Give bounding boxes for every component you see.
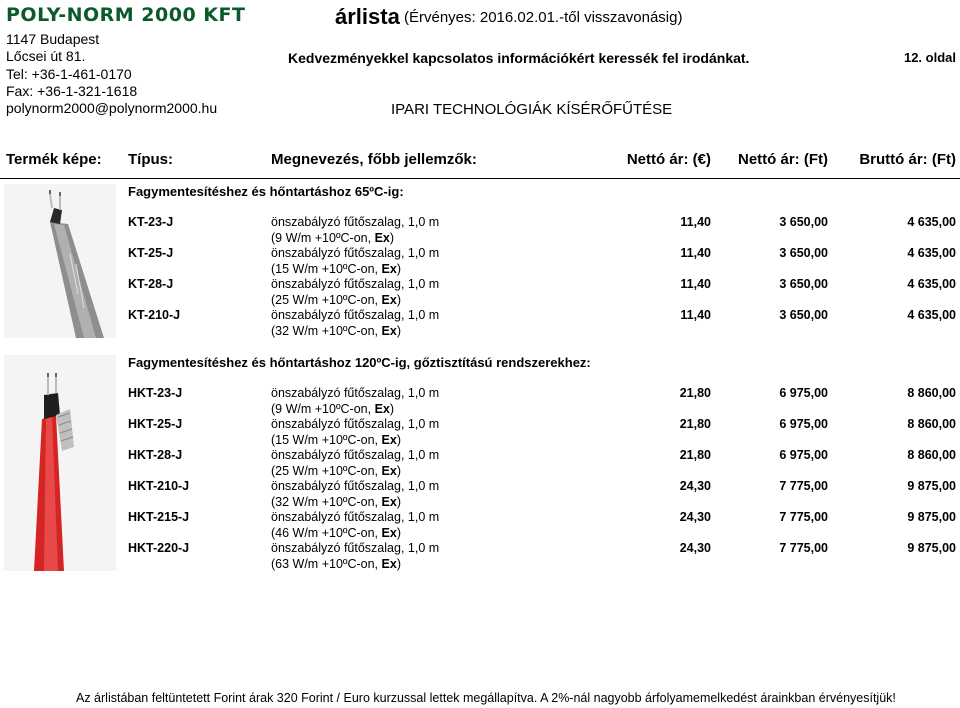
spec-close: ): [389, 230, 395, 245]
spec-line: [271, 231, 439, 247]
price-net-ft: 7 775,00: [779, 541, 828, 555]
description-line: önszabályzó fűtőszalag, 1,0 m: [271, 308, 440, 322]
description-line: önszabályzó fűtőszalag, 1,0 m: [271, 246, 440, 260]
product-description: [271, 541, 439, 572]
spec-text: (15 W/m +10ºC-on,: [271, 432, 382, 447]
price-net-ft: 6 975,00: [779, 417, 828, 431]
spec-close: ): [396, 463, 401, 478]
description-line: önszabályzó fűtőszalag, 1,0 m: [271, 417, 440, 431]
product-type: KT-210-J: [128, 308, 181, 322]
spec-text: (46 W/m +10ºC-on,: [271, 525, 382, 540]
price-net-eur: 11,40: [680, 277, 711, 291]
price-gross-ft: 9 875,00: [907, 541, 956, 555]
address-line: 1147 Budapest: [6, 31, 100, 47]
column-header-name: Megnevezés, főbb jellemzők:: [271, 151, 477, 168]
price-gross-ft: 9 875,00: [907, 510, 956, 524]
product-description: [271, 479, 439, 510]
price-net-eur: 11,40: [680, 215, 711, 229]
product-description: [271, 448, 439, 479]
column-header-net-eur: Nettó ár: (€): [626, 151, 711, 168]
ex-rating: Ex: [381, 525, 397, 540]
price-net-ft: 7 775,00: [779, 510, 828, 524]
email-link[interactable]: polynorm2000@polynorm2000.hu: [6, 100, 218, 116]
description-line: önszabályzó fűtőszalag, 1,0 m: [271, 448, 440, 462]
price-net-ft: 3 650,00: [779, 308, 828, 322]
product-description: [271, 308, 439, 339]
spec-text: (32 W/m +10ºC-on,: [271, 494, 382, 509]
price-gross-ft: 8 860,00: [907, 448, 956, 462]
spec-line: [271, 526, 439, 542]
ex-rating: Ex: [381, 432, 397, 447]
product-type: HKT-28-J: [128, 448, 183, 462]
spec-close: ): [396, 323, 401, 338]
header-divider: [0, 178, 960, 179]
spec-text: (32 W/m +10ºC-on,: [271, 323, 382, 338]
spec-line: [271, 433, 439, 449]
product-description: [271, 417, 439, 448]
ex-rating: Ex: [374, 401, 390, 416]
section-title: Fagymentesítéshez és hőntartáshoz 120ºC-ig, gőztisztítású rendszerekhez:: [128, 355, 591, 370]
page-number: 12. oldal: [903, 50, 956, 65]
spec-text: (9 W/m +10ºC-on,: [271, 230, 375, 245]
product-type: HKT-23-J: [128, 386, 183, 400]
price-gross-ft: 4 635,00: [907, 308, 956, 322]
spec-line: [271, 495, 439, 511]
spec-line: [271, 293, 439, 309]
grey-heating-cable-image: [4, 184, 116, 338]
price-net-ft: 7 775,00: [779, 479, 828, 493]
price-net-eur: 21,80: [679, 448, 711, 462]
section-title: Fagymentesítéshez és hőntartáshoz 65ºC-ig:: [128, 184, 404, 199]
price-net-ft: 3 650,00: [779, 246, 828, 260]
price-gross-ft: 4 635,00: [907, 246, 956, 260]
product-description: [271, 215, 439, 246]
spec-text: (15 W/m +10ºC-on,: [271, 261, 382, 276]
spec-text: (63 W/m +10ºC-on,: [271, 556, 382, 571]
ex-rating: Ex: [381, 292, 397, 307]
product-type: HKT-220-J: [128, 541, 190, 555]
spec-text: (25 W/m +10ºC-on,: [271, 292, 382, 307]
spec-text: (25 W/m +10ºC-on,: [271, 463, 382, 478]
price-gross-ft: 4 635,00: [907, 277, 956, 291]
spec-line: [271, 262, 439, 278]
product-description: [271, 277, 439, 308]
spec-line: [271, 324, 439, 340]
price-net-ft: 6 975,00: [779, 448, 828, 462]
price-net-eur: 24,30: [679, 541, 711, 555]
price-net-eur: 21,80: [679, 417, 711, 431]
product-description: [271, 510, 439, 541]
price-net-eur: 24,30: [679, 479, 711, 493]
document-title: árlista: [335, 4, 400, 29]
spec-line: [271, 464, 439, 480]
product-description: [271, 246, 439, 277]
address-line: Lőcsei út 81.: [6, 48, 86, 64]
price-net-eur: 24,30: [679, 510, 711, 524]
spec-close: ): [389, 401, 395, 416]
spec-line: [271, 402, 439, 418]
validity-note: (Érvényes: 2016.02.01.-től visszavonásig): [404, 9, 683, 26]
fax-line: Fax: +36-1-321-1618: [6, 83, 138, 99]
ex-rating: Ex: [381, 494, 397, 509]
ex-rating: Ex: [374, 230, 390, 245]
description-line: önszabályzó fűtőszalag, 1,0 m: [271, 510, 440, 524]
spec-close: ): [396, 432, 401, 447]
spec-close: ): [396, 525, 401, 540]
price-gross-ft: 4 635,00: [907, 215, 956, 229]
product-type: HKT-210-J: [128, 479, 190, 493]
spec-close: ): [396, 292, 401, 307]
spec-line: [271, 557, 439, 573]
phone-line: Tel: +36-1-461-0170: [6, 66, 132, 82]
spec-close: ): [396, 556, 401, 571]
price-net-eur: 11,40: [680, 308, 711, 322]
product-type: HKT-25-J: [128, 417, 183, 431]
price-net-ft: 6 975,00: [779, 386, 828, 400]
company-logo: POLY-NORM 2000 KFT: [6, 4, 246, 26]
price-net-ft: 3 650,00: [779, 215, 828, 229]
spec-close: ): [396, 261, 401, 276]
discount-info: Kedvezményekkel kapcsolatos információkért keressék fel irodánkat.: [288, 50, 750, 66]
exchange-rate-footer: Az árlistában feltüntetett Forint árak 320 Forint / Euro kurzussal lettek megállapítva. A 2%-nál nagyobb árfolyamemelkedést árainkban érvényesítjük!: [76, 691, 896, 705]
description-line: önszabályzó fűtőszalag, 1,0 m: [271, 215, 440, 229]
price-net-ft: 3 650,00: [779, 277, 828, 291]
ex-rating: Ex: [381, 323, 397, 338]
product-type: KT-23-J: [128, 215, 174, 229]
ex-rating: Ex: [381, 463, 397, 478]
column-header-image: Termék képe:: [6, 151, 102, 168]
price-net-eur: 21,80: [679, 386, 711, 400]
description-line: önszabályzó fűtőszalag, 1,0 m: [271, 479, 440, 493]
spec-text: (9 W/m +10ºC-on,: [271, 401, 375, 416]
description-line: önszabályzó fűtőszalag, 1,0 m: [271, 277, 440, 291]
product-description: [271, 386, 439, 417]
product-type: KT-25-J: [128, 246, 174, 260]
column-header-type: Típus:: [128, 151, 173, 168]
ex-rating: Ex: [381, 261, 397, 276]
price-gross-ft: 8 860,00: [907, 386, 956, 400]
description-line: önszabályzó fűtőszalag, 1,0 m: [271, 386, 440, 400]
red-heating-cable-image: [4, 355, 116, 571]
product-type: KT-28-J: [128, 277, 174, 291]
price-gross-ft: 8 860,00: [907, 417, 956, 431]
column-header-gross-ft: Bruttó ár: (Ft): [859, 151, 956, 168]
price-gross-ft: 9 875,00: [907, 479, 956, 493]
price-net-eur: 11,40: [680, 246, 711, 260]
product-type: HKT-215-J: [128, 510, 190, 524]
spec-close: ): [396, 494, 401, 509]
ex-rating: Ex: [381, 556, 397, 571]
column-header-net-ft: Nettó ár: (Ft): [738, 151, 828, 168]
category-title: IPARI TECHNOLÓGIÁK KÍSÉRŐFŰTÉSE: [391, 101, 673, 118]
description-line: önszabályzó fűtőszalag, 1,0 m: [271, 541, 440, 555]
